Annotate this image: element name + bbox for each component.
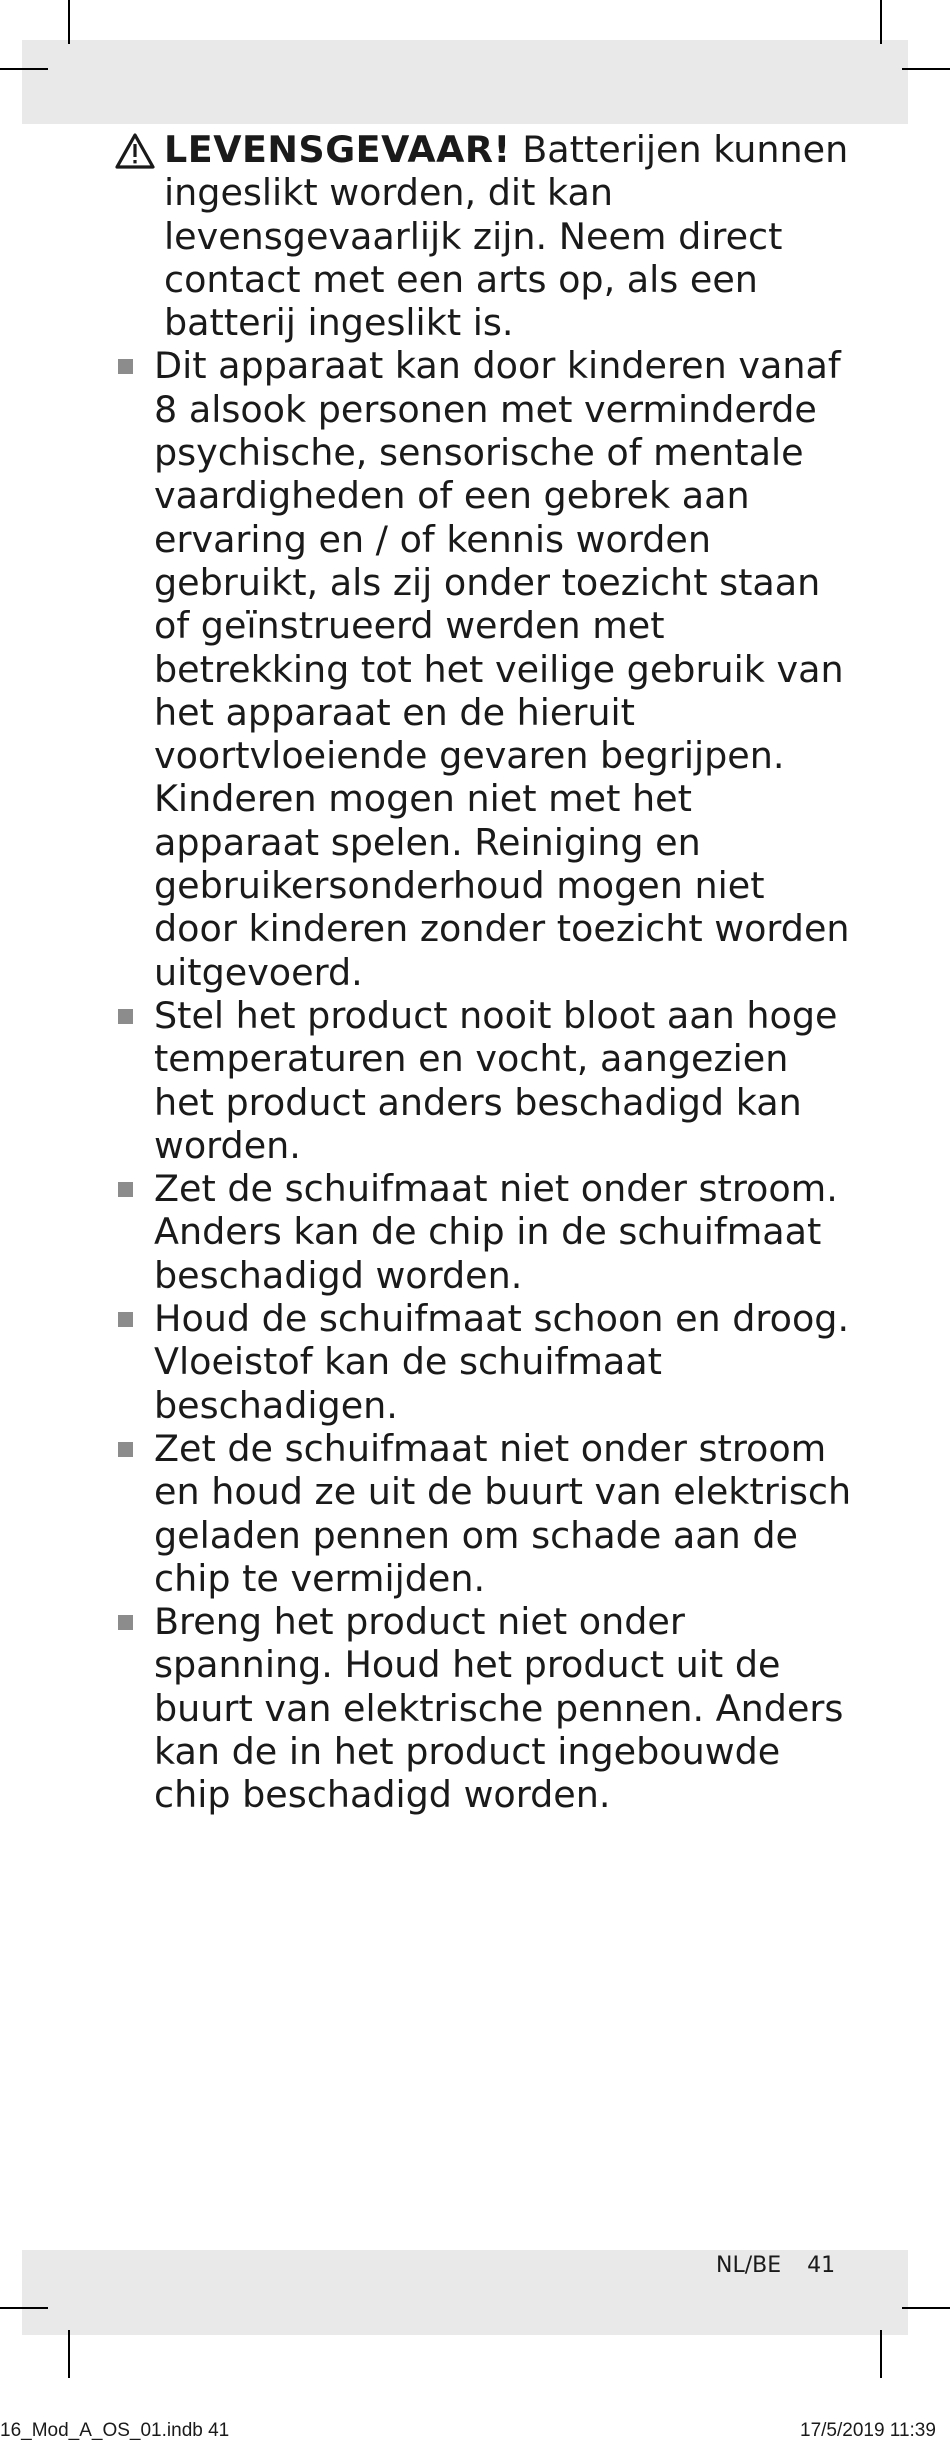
crop-mark-bottom-right-horizontal — [902, 2307, 950, 2309]
crop-mark-bottom-left-vertical — [68, 2330, 70, 2378]
header-band — [22, 40, 908, 124]
crop-mark-top-left-horizontal — [0, 68, 48, 70]
crop-mark-top-left-vertical — [68, 0, 70, 44]
list-item-text: Zet de schuifmaat niet onder stroom. Anders kan de chip in de schuifmaat beschadigd worden. — [154, 1167, 838, 1297]
square-bullet-icon — [118, 359, 133, 374]
crop-mark-bottom-right-vertical — [880, 2330, 882, 2378]
list-item-text: Breng het product niet onder spanning. Houd het product uit de buurt van elektrische pennen. Anders kan de in het product ingebouwde chip beschadigd worden. — [154, 1600, 844, 1817]
list-item-text: Kinderen mogen niet met het apparaat spelen. Reiniging en gebruikersonderhoud mogen niet door kinderen zonder toezicht worden uitgevoerd. — [154, 777, 850, 994]
safety-instructions — [112, 128, 852, 1817]
list-item-text: Stel het product nooit bloot aan hoge temperaturen en vocht, aangezien het product anders beschadigd kan worden. — [154, 993, 838, 1167]
language-code: NL/BE — [716, 2253, 782, 2278]
square-bullet-icon — [118, 1009, 133, 1024]
square-bullet-icon — [118, 1615, 133, 1630]
warning-block — [112, 128, 852, 344]
list-item — [112, 1167, 852, 1297]
list-item-text: Zet de schuifmaat niet onder stroom en houd ze uit de buurt van elektrisch geladen pennen om schade aan de chip te vermijden. — [154, 1426, 852, 1600]
square-bullet-icon — [118, 1442, 133, 1457]
list-item — [112, 1427, 852, 1600]
print-slug-date: 17/5/2019 11:39 — [800, 2420, 936, 2441]
square-bullet-icon — [118, 1312, 133, 1327]
list-item-text: Houd de schuifmaat schoon en droog. Vloeistof kan de schuifmaat beschadigen. — [154, 1297, 850, 1427]
crop-mark-bottom-left-horizontal — [0, 2307, 48, 2309]
square-bullet-icon — [118, 1182, 133, 1197]
list-item — [112, 1297, 852, 1427]
list-item — [112, 344, 852, 993]
crop-mark-top-right-vertical — [880, 0, 882, 44]
warning-triangle-icon — [115, 133, 155, 169]
warning-title: LEVENSGEVAAR! — [164, 128, 511, 171]
crop-mark-top-right-horizontal — [902, 68, 950, 70]
warning-text: Batterijen kunnen ingeslikt worden, dit kan levensgevaarlijk zijn. Neem direct contact met een arts op, als een batterij ingeslikt is. — [164, 128, 849, 345]
list-item — [112, 994, 852, 1167]
page-number: 41 — [807, 2253, 836, 2278]
page-footer — [716, 2251, 835, 2281]
list-item-text: Dit apparaat kan door kinderen vanaf 8 alsook personen met verminderde psychische, sensorische of mentale vaardigheden of een gebrek aan ervaring en / of kennis worden gebruikt, als zij onder toezicht staan of geïnstrueerd werden met betrekking tot het veilige gebruik van het apparaat en de hieruit voortvloeiende gevaren begrijpen. — [154, 344, 844, 778]
print-slug-file: 16_Mod_A_OS_01.indb 41 — [0, 2420, 230, 2441]
list-item — [112, 1600, 852, 1816]
